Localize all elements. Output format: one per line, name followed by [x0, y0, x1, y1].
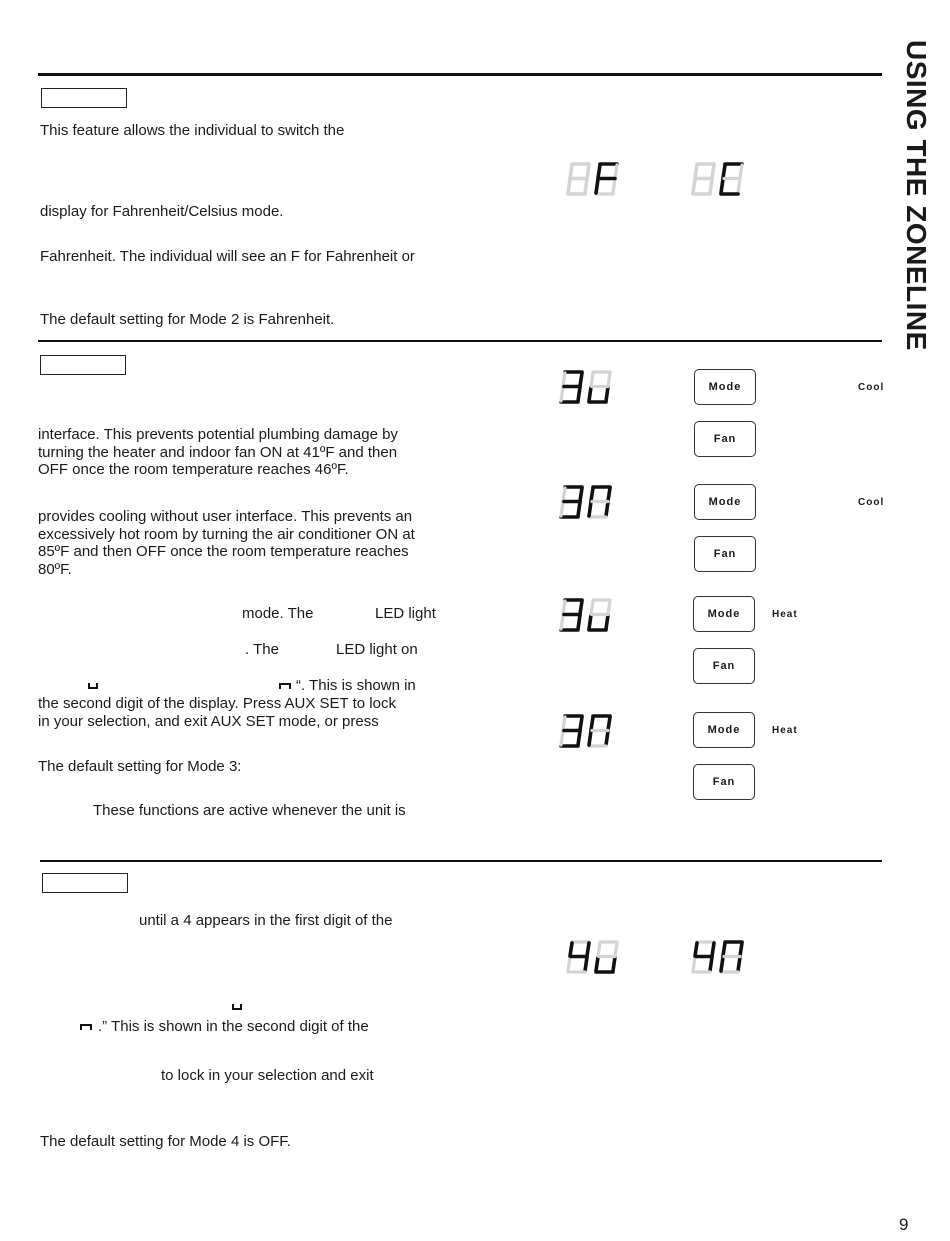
mode4-default: The default setting for Mode 4 is OFF. [40, 1133, 291, 1150]
lcd-segment [580, 601, 582, 614]
mode-button-label: Mode [708, 496, 742, 508]
mode2-default: The default setting for Mode 2 is Fahrenheit. [40, 311, 335, 328]
lcd-segment [723, 165, 725, 178]
lcd-segment [568, 179, 570, 193]
lcd-segment [608, 717, 610, 730]
mode3-heat-protect-paragraph [38, 508, 458, 578]
text-line: 80ºF. [38, 560, 72, 578]
lcd-display-4u [565, 940, 625, 981]
lcd-segment [710, 957, 712, 971]
heat-indicator: Heat [772, 609, 798, 620]
lcd-segment [585, 957, 587, 971]
text-line: provides cooling without user interface. This prevents an [38, 508, 413, 525]
lcd-segment [606, 731, 608, 745]
fan-button-label: Fan [713, 433, 737, 445]
lcd-segment [587, 165, 589, 178]
mode3-second-digit-text: the second digit of the display. Press AUX SET to lock [38, 695, 396, 712]
fan-button[interactable] [694, 421, 756, 457]
lcd-display-3n [558, 485, 618, 526]
lcd-display-8C [690, 162, 750, 203]
side-title-text: USING THE ZONELINE [901, 40, 932, 351]
mode3-freeze-paragraph [38, 426, 458, 479]
segment-u-symbol-icon [232, 1004, 242, 1010]
lcd-segment [578, 615, 580, 629]
cool-indicator: Cool [858, 497, 885, 508]
lcd-segment [738, 179, 740, 193]
lcd-segment [721, 957, 723, 971]
lcd-segment [613, 179, 615, 193]
fan-button[interactable] [693, 764, 755, 800]
mode3-heading-box [40, 355, 126, 375]
lcd-segment [563, 373, 565, 386]
lcd-segment [563, 488, 565, 501]
section-divider-top [38, 73, 882, 76]
lcd-segment [570, 165, 572, 178]
fan-button[interactable] [693, 648, 755, 684]
lcd-segment [587, 943, 589, 956]
mode4-heading-box [42, 873, 128, 893]
mode4-first-digit-text: until a 4 appears in the first digit of the [139, 912, 393, 929]
text-fragment-the: . The [245, 641, 279, 658]
segment-n-symbol-icon [80, 1024, 92, 1030]
mode-button-label: Mode [707, 724, 741, 736]
mode2-display-text: display for Fahrenheit/Celsius mode. [40, 203, 284, 220]
text-line: excessively hot room by turning the air conditioner ON at [38, 525, 415, 543]
fan-button-label: Fan [712, 776, 736, 788]
mode2-heading-box [41, 88, 127, 108]
lcd-segment [695, 165, 697, 178]
segment-n-symbol-icon [279, 683, 291, 689]
lcd-segment [596, 179, 598, 193]
text-fragment-led-light-on: LED light on [336, 641, 418, 658]
lcd-segment [591, 488, 593, 501]
lcd-segment [723, 943, 725, 956]
lcd-segment [608, 601, 610, 614]
fan-button-label: Fan [712, 660, 736, 672]
lcd-segment [591, 717, 593, 730]
lcd-segment [615, 943, 617, 956]
section-divider-mode4 [40, 860, 882, 862]
section-divider-mode3 [38, 340, 882, 342]
mode-button-label: Mode [708, 381, 742, 393]
lcd-segment [578, 502, 580, 516]
mode3-selection-text: in your selection, and exit AUX SET mode, or press [38, 713, 379, 730]
lcd-segment [563, 601, 565, 614]
lcd-segment [589, 731, 591, 745]
lcd-segment [740, 943, 742, 956]
mode-button[interactable] [693, 596, 755, 632]
lcd-segment [589, 387, 591, 401]
text-line: OFF once the room temperature reaches 46ºF. [38, 461, 349, 478]
lcd-segment [589, 615, 591, 629]
lcd-segment [561, 731, 563, 745]
lcd-segment [570, 943, 572, 956]
lcd-segment [738, 957, 740, 971]
lcd-segment [712, 943, 714, 956]
lcd-segment [563, 717, 565, 730]
lcd-segment [712, 165, 714, 178]
lcd-segment [578, 731, 580, 745]
lcd-display-3u [558, 370, 618, 411]
lcd-segment [721, 179, 723, 193]
lcd-segment [561, 615, 563, 629]
lcd-segment [585, 179, 587, 193]
lcd-segment [561, 502, 563, 516]
mode-button[interactable] [694, 484, 756, 520]
lcd-segment [578, 387, 580, 401]
lcd-segment [580, 373, 582, 386]
lcd-segment [606, 615, 608, 629]
text-fragment-mode: mode. The [242, 605, 314, 622]
lcd-segment [580, 717, 582, 730]
lcd-segment [591, 601, 593, 614]
lcd-segment [589, 502, 591, 516]
text-line: 85ºF and then OFF once the room temperature reaches [38, 543, 409, 560]
lcd-segment [615, 165, 617, 178]
lcd-segment [596, 957, 598, 971]
lcd-segment [598, 943, 600, 956]
mode4-second-digit-text: .” This is shown in the second digit of the [98, 1018, 369, 1035]
text-line: turning the heater and indoor fan ON at 41ºF and then [38, 443, 398, 461]
side-title [880, 40, 940, 400]
mode4-lock-text: to lock in your selection and exit [161, 1067, 374, 1084]
lcd-segment [591, 373, 593, 386]
lcd-display-3u [558, 598, 618, 639]
page-number: 9 [899, 1215, 909, 1234]
mode-button[interactable] [694, 369, 756, 405]
lcd-display-3n [558, 714, 618, 755]
lcd-segment [740, 165, 742, 178]
mode2-fahrenheit-text: Fahrenheit. The individual will see an F for Fahrenheit or [40, 248, 415, 265]
lcd-segment [693, 179, 695, 193]
lcd-segment [710, 179, 712, 193]
lcd-segment [580, 488, 582, 501]
segment-u-symbol-icon [88, 683, 98, 689]
lcd-display-8F [565, 162, 625, 203]
lcd-segment [608, 373, 610, 386]
mode-button-label: Mode [707, 608, 741, 620]
lcd-segment [598, 165, 600, 178]
text-fragment-led-light: LED light [375, 605, 436, 622]
lcd-segment [606, 387, 608, 401]
mode3-active-text: These functions are active whenever the unit is [93, 802, 406, 819]
lcd-display-4n [690, 940, 750, 981]
heat-indicator: Heat [772, 725, 798, 736]
fan-button-label: Fan [713, 548, 737, 560]
lcd-segment [568, 957, 570, 971]
mode2-intro: This feature allows the individual to switch the [40, 122, 345, 139]
lcd-segment [608, 488, 610, 501]
lcd-segment [613, 957, 615, 971]
mode3-default: The default setting for Mode 3: [38, 758, 242, 775]
fan-button[interactable] [694, 536, 756, 572]
cool-indicator: Cool [858, 382, 885, 393]
text-fragment-shown-in: “. This is shown in [296, 677, 416, 694]
lcd-segment [695, 943, 697, 956]
lcd-segment [693, 957, 695, 971]
mode-button[interactable] [693, 712, 755, 748]
text-line: interface. This prevents potential plumbing damage by [38, 426, 398, 443]
lcd-segment [561, 387, 563, 401]
lcd-segment [606, 502, 608, 516]
